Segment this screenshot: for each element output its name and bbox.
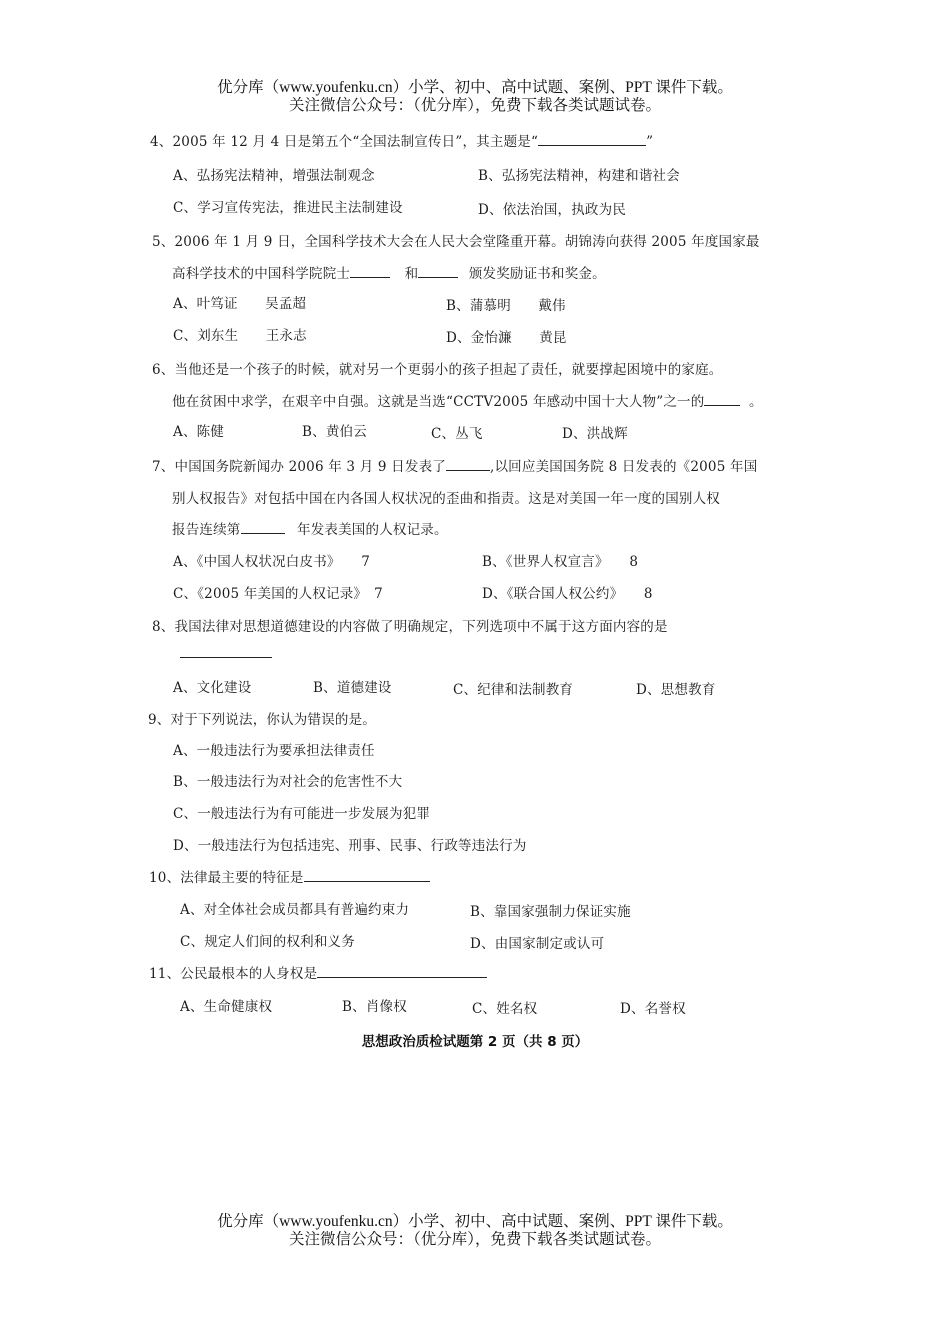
q11-option-d: D、名誉权 [620,1001,686,1017]
q7-stem-part-1: 7、中国国务院新闻办 2006 年 3 月 9 日发表了 [152,459,446,475]
q5-option-c: C、刘东生 王永志 [173,328,307,344]
banner-line-2: 关注微信公众号：（优分库），免费下载各类试题试卷。 [288,97,661,114]
q7-stem-part-3: 报告连续第 [172,522,241,538]
q4-stem [150,130,653,150]
q6-stem-line-1: 6、当他还是一个孩子的时候，就对另一个更弱小的孩子担起了责任，就要撑起困境中的家庭。 [152,362,723,378]
q10-option-b: B、靠国家强制力保证实施 [470,904,631,920]
q10-option-a: A、对全体社会成员都具有普遍约束力 [180,902,410,918]
q4-blank [538,133,646,146]
q8-option-d: D、思想教育 [636,682,716,698]
q4-stem-end: ” [646,134,654,150]
q4-option-c: C、学习宣传宪法，推进民主法制建设 [173,200,403,216]
banner-line-1: 优分库（www.youfenku.cn）小学、初中、高中试题、案例、PPT 课件下载。 [217,79,733,96]
q8-blank [180,645,272,658]
q7-option-a: A、《中国人权状况白皮书》 7 [173,554,371,570]
q6-option-b: B、黄伯云 [302,424,367,440]
q7-option-c: C、《2005 年美国的人权记录》 7 [173,586,383,602]
q8-option-a: A、文化建设 [173,680,252,696]
q7-stem-line-3 [172,518,448,538]
q6-option-c: C、丛飞 [431,426,483,442]
q4-option-b: B、弘扬宪法精神，构建和谐社会 [478,168,680,184]
q11-option-a: A、生命健康权 [180,999,273,1015]
q10-stem [149,866,430,886]
q5-stem-line-2 [172,262,606,282]
q6-stem-part-1: 他在贫困中求学，在艰辛中自强。这就是当选“CCTV2005 年感动中国十大人物”之一的 [172,394,705,410]
q6-option-d: D、洪战辉 [562,426,628,442]
q6-option-a: A、陈健 [173,424,225,440]
q5-option-a: A、叶笃证 吴孟超 [173,296,307,312]
q5-stem-part-2: 和 [404,266,419,282]
q11-stem [149,962,487,982]
q5-stem-part-3: 颁发奖励证书和奖金。 [468,266,606,282]
q10-blank [304,869,430,882]
q8-option-b: B、道德建设 [313,680,392,696]
q7-option-b: B、《世界人权宣言》 8 [482,554,639,570]
footer-banner [0,1213,950,1249]
q7-option-d: D、《联合国人权公约》 8 [482,586,653,602]
header-banner [0,79,950,115]
q11-option-c: C、姓名权 [472,1001,538,1017]
q8-blank-line [180,645,272,662]
banner-line-1: 优分库（www.youfenku.cn）小学、初中、高中试题、案例、PPT 课件下载。 [217,1213,733,1230]
q8-option-c: C、纪律和法制教育 [453,682,574,698]
q9-option-b: B、一般违法行为对社会的危害性不大 [173,774,403,790]
q4-option-a: A、弘扬宪法精神，增强法制观念 [173,168,375,184]
q6-blank [704,393,740,406]
q7-stem-part-4: 年发表美国的人权记录。 [297,522,448,538]
q8-stem: 8、我国法律对思想道德建设的内容做了明确规定，下列选项中不属于这方面内容的是 [152,619,668,635]
q9-option-a: A、一般违法行为要承担法律责任 [173,743,375,759]
q10-option-c: C、规定人们间的权利和义务 [180,934,355,950]
q5-option-b: B、蒲慕明 戴伟 [446,298,566,314]
banner-line-2: 关注微信公众号：（优分库），免费下载各类试题试卷。 [288,1231,661,1248]
page-number-footer: 思想政治质检试题第 2 页（共 8 页） [361,1034,589,1050]
q10-stem-text: 10、法律最主要的特征是 [149,870,304,886]
q5-stem-line-1: 5、2006 年 1 月 9 日，全国科学技术大会在人民大会堂隆重开幕。胡锦涛向获得 2005 年度国家最 [152,234,760,250]
q9-stem: 9、对于下列说法，你认为错误的是。 [148,712,376,728]
q4-stem-text: 4、2005 年 12 月 4 日是第五个“全国法制宣传日”，其主题是“ [150,134,539,150]
q6-stem-line-2 [172,390,763,410]
q7-blank-2 [241,521,285,534]
q7-stem-part-2: ,以回应美国国务院 8 日发表的《2005 年国 [489,459,758,475]
q6-stem-part-2: 。 [748,394,763,410]
q4-option-d: D、依法治国，执政为民 [478,202,627,218]
q11-blank [317,965,487,978]
q11-stem-text: 11、公民最根本的人身权是 [149,966,318,982]
q11-option-b: B、肖像权 [342,999,407,1015]
q7-stem-line-2: 别人权报告》对包括中国在内各国人权状况的歪曲和指责。这是对美国一年一度的国别人权 [172,491,720,507]
q5-blank-2 [418,265,458,278]
q10-option-d: D、由国家制定或认可 [470,936,605,952]
q5-blank-1 [350,265,390,278]
q9-option-d: D、一般违法行为包括违宪、刑事、民事、行政等违法行为 [173,838,527,854]
q7-blank-1 [446,458,490,471]
q5-option-d: D、金怡濂 黄昆 [446,330,567,346]
q9-option-c: C、一般违法行为有可能进一步发展为犯罪 [173,806,431,822]
q5-stem-part-1: 高科学技术的中国科学院院士 [172,266,351,282]
q7-stem-line-1 [152,455,757,475]
